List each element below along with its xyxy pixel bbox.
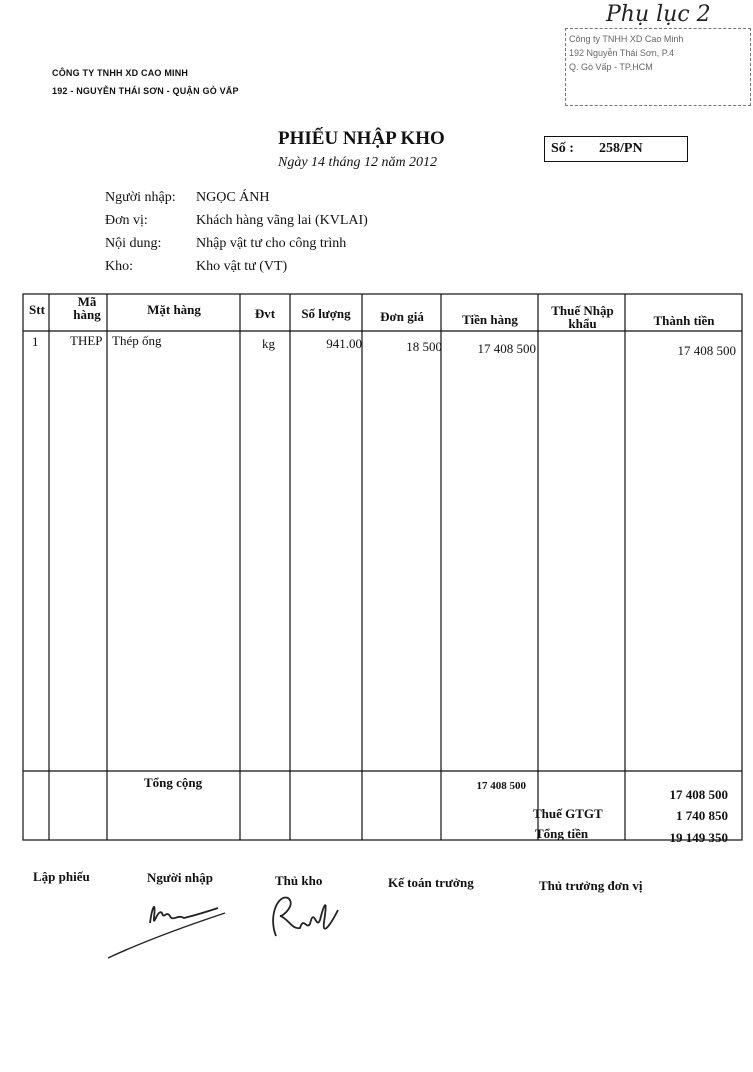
total-value: 17 408 500 (669, 787, 728, 802)
content-label: Nội dung: (105, 236, 162, 251)
warehouse-label: Kho: (105, 259, 133, 274)
vat-label: Thuế GTGT (533, 806, 603, 821)
col-header-item: Mặt hàng (147, 302, 201, 317)
row-1-price: 18 500 (406, 339, 442, 354)
total-label: Tổng cộng (144, 775, 203, 790)
unit-label: Đơn vị: (105, 213, 148, 228)
handwritten-annotation: Phụ lục 2 (606, 2, 711, 27)
table-grid (22, 293, 744, 843)
warehouse-value: Kho vật tư (VT) (196, 259, 288, 274)
grand-total-value: 19 149 350 (669, 830, 728, 845)
signature-preparer: Lập phiếu (33, 869, 90, 884)
stamp-line-3: Q. Gò Vấp - TP.HCM (569, 62, 653, 72)
stamp-line-1: Công ty TNHH XD Cao Minh (569, 34, 684, 44)
document-number-label: Số : (551, 141, 574, 156)
col-header-code: Mã hàng (73, 294, 101, 322)
document-date: Ngày 14 tháng 12 năm 2012 (278, 155, 438, 170)
document-number: 258/PN (599, 141, 643, 156)
col-header-import-tax: Thuế Nhập khẩu (551, 303, 614, 331)
page-title: PHIẾU NHẬP KHO (278, 128, 445, 149)
signature-receiver: Người nhập (147, 870, 213, 885)
content-value: Nhập vật tư cho công trình (196, 236, 347, 251)
col-header-total: Thành tiền (653, 313, 715, 328)
receiver-value: NGỌC ÁNH (196, 190, 270, 205)
company-address: 192 - NGUYỄN THÁI SƠN - QUẬN GÒ VẤP (52, 86, 239, 96)
storekeeper-signature-scribble (258, 886, 348, 946)
row-1-stt: 1 (32, 334, 39, 349)
col-header-price: Đơn giá (380, 309, 424, 324)
unit-value: Khách hàng vãng lai (KVLAI) (196, 213, 368, 228)
col-header-stt: Stt (29, 302, 45, 317)
receiver-label: Người nhập: (105, 190, 176, 205)
col-header-unit: Đvt (254, 306, 276, 321)
company-name: CÔNG TY TNHH XD CAO MINH (52, 68, 189, 78)
row-1-code: THEP (70, 333, 103, 348)
signature-director: Thủ trưởng đơn vị (539, 878, 643, 893)
document-number-box (544, 136, 688, 162)
vat-value: 1 740 850 (676, 808, 728, 823)
row-1-total: 17 408 500 (677, 343, 736, 358)
row-1-unit: kg (262, 336, 275, 351)
signature-storekeeper: Thủ kho (275, 873, 323, 888)
row-1-qty: 941.00 (326, 336, 362, 351)
total-amount: 17 408 500 (476, 780, 526, 792)
grand-total-label: Tổng tiền (535, 826, 589, 841)
row-1-name: Thép ống (112, 333, 162, 348)
company-stamp (565, 28, 751, 106)
receiver-signature-scribble (100, 888, 230, 963)
signature-chief-accountant: Kế toán trưởng (388, 875, 474, 890)
stamp-line-2: 192 Nguyễn Thái Sơn, P.4 (569, 48, 675, 58)
col-header-qty: Số lượng (301, 306, 351, 321)
row-1-amount: 17 408 500 (477, 341, 536, 356)
col-header-amount: Tiền hàng (462, 312, 518, 327)
